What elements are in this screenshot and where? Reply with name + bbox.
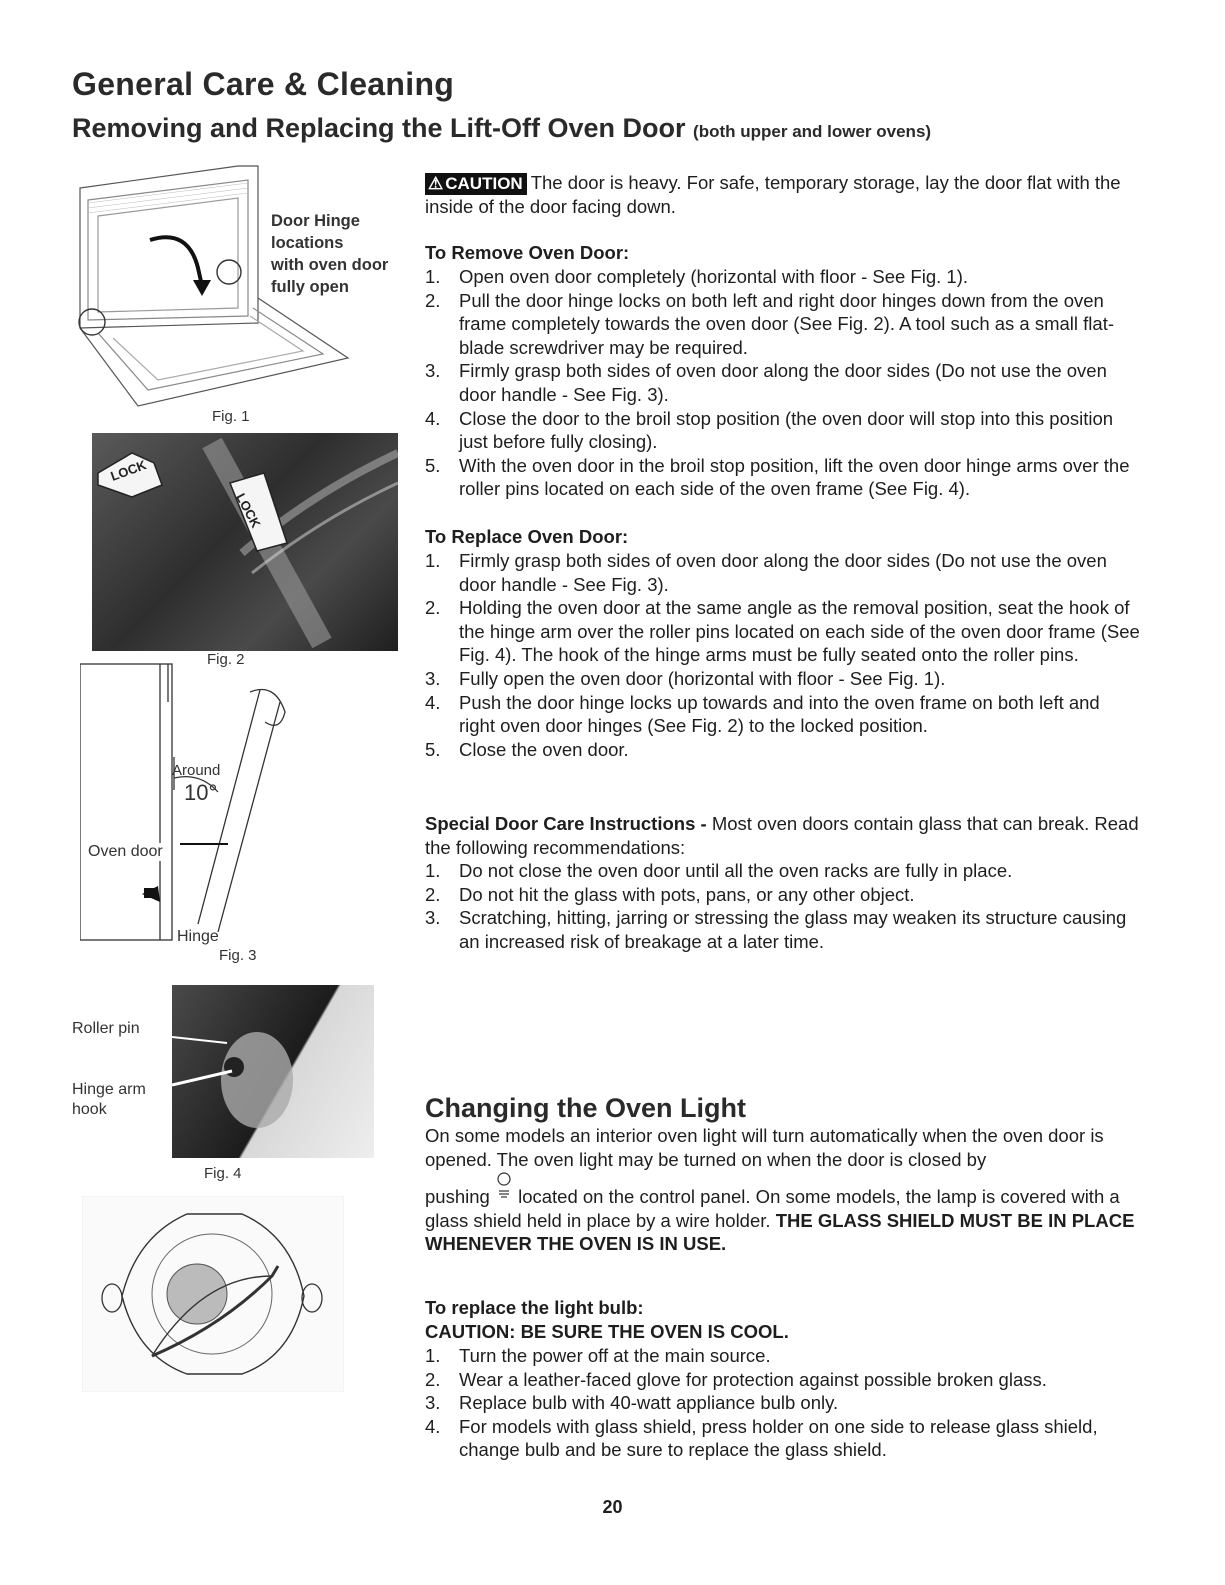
caution-paragraph (425, 171, 1140, 219)
figure-1-label: Fig. 1 (212, 408, 250, 425)
step-text: Firmly grasp both sides of oven door along the door sides (Do not use the oven door handle - See Fig. 3). (459, 360, 1107, 405)
step-number: 3. (425, 360, 441, 382)
list-item (425, 883, 1140, 907)
step-text: Replace bulb with 40-watt appliance bulb only. (459, 1392, 839, 1414)
step-number: 3. (425, 1392, 441, 1414)
replace-bulb-section (425, 1296, 1140, 1462)
list-item (425, 596, 1140, 667)
step-number: 4. (425, 691, 441, 713)
glass-shield-warning: THE GLASS SHIELD MUST BE IN PLACE WHENEVER THE OVEN IS IN USE. (425, 1209, 1135, 1255)
list-item (425, 265, 1140, 289)
list-item (425, 859, 1140, 883)
section-title-door (72, 113, 931, 144)
callout-line: fully open (271, 278, 349, 296)
step-number: 2. (425, 597, 441, 619)
step-text: Open oven door completely (horizontal with floor - See Fig. 1). (459, 266, 968, 287)
replace-door-steps (425, 549, 1140, 761)
list-item (425, 359, 1140, 406)
light-para-b-post: located on the control panel. On some models, the lamp is covered with a glass shield held in place by a wire holder. (425, 1186, 1120, 1231)
step-text: Do not close the oven door until all the oven racks are fully in place. (459, 860, 1013, 882)
step-number: 5. (425, 454, 441, 476)
step-text: Fully open the oven door (horizontal with floor - See Fig. 1). (459, 667, 946, 689)
step-text: Holding the oven door at the same angle as the removal position, seat the hook of the hinge arm over the roller pins located on each side of the oven door frame (See Fig. 4). The hook of the hinge arms must be fully seated onto the roller pins. (459, 597, 1140, 666)
figure-4-label: Fig. 4 (204, 1165, 242, 1182)
list-item (425, 906, 1140, 953)
figure-3-label: Fig. 3 (219, 947, 257, 964)
step-number: 4. (425, 407, 441, 429)
step-text: Wear a leather-faced glove for protection against possible broken glass. (459, 1368, 1047, 1390)
section-title-note: (both upper and lower ovens) (693, 122, 932, 141)
figure-4-photo (172, 985, 374, 1158)
callout-line: locations (271, 234, 344, 252)
replace-bulb-heading: To replace the light bulb: (425, 1297, 644, 1318)
step-number: 2. (425, 1368, 441, 1390)
replace-door-section (425, 525, 1140, 761)
light-intro (425, 1124, 1140, 1256)
list-item (425, 691, 1140, 738)
caution-badge-text: CAUTION (445, 174, 523, 193)
special-care-section (425, 812, 1140, 954)
step-text: Pull the door hinge locks on both left and right door hinges down from the oven frame completely towards the oven door (See Fig. 2). A tool such as a small flat-blade screwdriver may be required. (459, 289, 1114, 358)
page-number: 20 (602, 1497, 623, 1517)
list-item (425, 738, 1140, 762)
section-title-text: Removing and Replacing the Lift-Off Oven Door (72, 113, 686, 143)
step-number: 2. (425, 883, 441, 905)
callout-line: Door Hinge (271, 212, 360, 230)
list-item (425, 1391, 1140, 1415)
light-bulb-drawing (82, 1196, 344, 1392)
replace-bulb-caution: CAUTION: BE SURE THE OVEN IS COOL. (425, 1321, 789, 1342)
light-para-b (425, 1185, 1140, 1256)
figure-2-photo (92, 433, 398, 651)
special-care-heading: Special Door Care Instructions - (425, 813, 707, 834)
hinge-arm-line: Hinge arm (72, 1081, 146, 1098)
list-item (425, 407, 1140, 454)
figure-3-around: Around (172, 762, 221, 779)
page-title: General Care & Cleaning (72, 66, 455, 102)
light-section-title: Changing the Oven Light (425, 1093, 746, 1123)
step-text: With the oven door in the broil stop position, lift the oven door hinge arms over the roller pins located on each side of the oven frame (See Fig. 4). (459, 454, 1130, 500)
step-text: Close the door to the broil stop position (the oven door will stop into this position just before fully closing). (459, 407, 1114, 453)
lock-stamp-right: LOCK (233, 490, 264, 531)
step-text: Close the oven door. (459, 738, 629, 760)
figure-4-detail (172, 985, 374, 1158)
list-item (425, 454, 1140, 501)
light-para-a: On some models an interior oven light will turn automatically when the oven door is opened. The oven light may be turned on when the door is closed by (425, 1125, 1104, 1170)
step-text: Turn the power off at the main source. (459, 1345, 771, 1366)
step-number: 1. (425, 1345, 441, 1366)
step-text: Push the door hinge locks up towards and into the oven frame on both left and right oven door hinges (See Fig. 2) to the locked position. (459, 691, 1100, 737)
figure-2-label: Fig. 2 (207, 651, 245, 668)
hinge-arm-line: hook (72, 1101, 107, 1118)
step-text: Scratching, hitting, jarring or stressing the glass may weaken its structure causing an increased risk of breakage at a later time. (459, 907, 1127, 952)
step-number: 4. (425, 1415, 441, 1437)
list-item (425, 1344, 1140, 1368)
special-care-intro (425, 812, 1140, 859)
list-item (425, 1368, 1140, 1392)
step-text: Do not hit the glass with pots, pans, or any other object. (459, 883, 915, 905)
caution-text: The door is heavy. For safe, temporary storage, lay the door flat with the inside of the door facing down. (425, 172, 1121, 217)
replace-bulb-steps (425, 1344, 1140, 1462)
step-number: 3. (425, 907, 441, 929)
step-number: 1. (425, 266, 441, 287)
step-number: 3. (425, 667, 441, 689)
list-item (425, 1415, 1140, 1462)
step-text: For models with glass shield, press holder on one side to release glass shield, change bulb and be sure to replace the glass shield. (459, 1415, 1098, 1461)
list-item (425, 289, 1140, 360)
lock-stamp-left: LOCK (108, 457, 149, 484)
figure-3-angle: 10° (184, 780, 218, 805)
special-care-steps (425, 859, 1140, 953)
remove-door-heading: To Remove Oven Door: (425, 242, 630, 263)
special-care-text: Most oven doors contain glass that can break. Read the following recommendations: (425, 813, 1139, 858)
remove-door-steps (425, 265, 1140, 501)
warning-icon: ⚠ (428, 174, 444, 193)
caution-badge (425, 173, 527, 195)
step-number: 2. (425, 289, 441, 311)
figure-4-roller-pin: Roller pin (72, 1020, 140, 1037)
step-number: 5. (425, 738, 441, 760)
step-number: 1. (425, 860, 441, 882)
list-item (425, 549, 1140, 596)
light-bulb-icon (496, 1169, 512, 1207)
step-text: Firmly grasp both sides of oven door along the door sides (Do not use the oven door handle - See Fig. 3). (459, 550, 1107, 595)
light-para-b-pre: pushing (425, 1186, 490, 1208)
replace-door-heading: To Replace Oven Door: (425, 526, 629, 547)
figure-3-oven-door: Oven door (88, 843, 163, 860)
list-item (425, 667, 1140, 691)
oven-light-icon (495, 1185, 513, 1209)
figure-3-hinge: Hinge (177, 928, 219, 945)
figure-1-callout (271, 210, 388, 298)
figure-3-door-drawing (80, 662, 300, 952)
step-number: 1. (425, 550, 441, 571)
figure-4-hinge-arm (72, 1080, 146, 1120)
remove-door-section (425, 241, 1140, 501)
callout-line: with oven door (271, 256, 389, 274)
